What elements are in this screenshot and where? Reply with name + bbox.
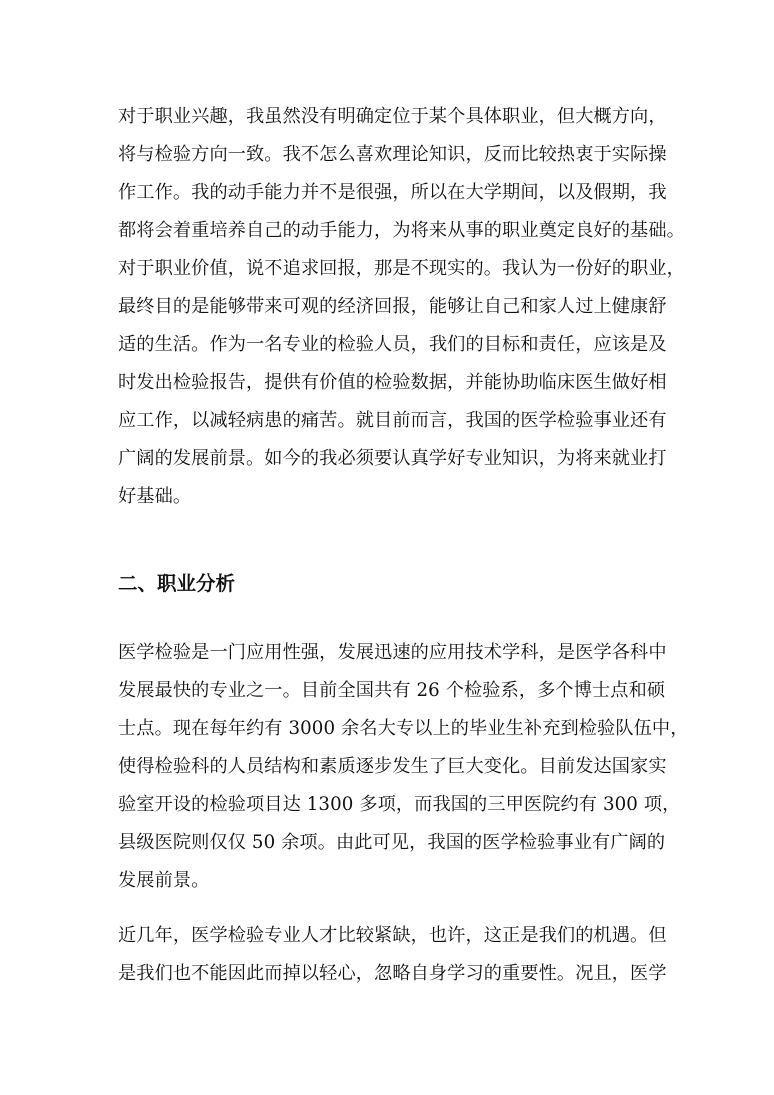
paragraph-line: 时发出检验报告，提供有价值的检验数据，并能协助临床医生做好相 [118,372,667,393]
paragraph-line: 使得检验科的人员结构和素质逐步发生了巨大变化。目前发达国家实 [118,756,667,777]
paragraph-line: 好基础。 [118,486,192,507]
paragraph-line: 近几年，医学检验专业人才比较紧缺，也许，这正是我们的机遇。但 [118,925,667,946]
paragraph-line: 县级医院则仅仅 50 余项。由此可见，我国的医学检验事业有广阔的 [118,832,666,853]
paragraph-line: 发展最快的专业之一。目前全国共有 26 个检验系，多个博士点和硕 [118,680,666,701]
paragraph-line: 广阔的发展前景。如今的我必须要认真学好专业知识，为将来就业打 [118,448,667,469]
paragraph-line: 将与检验方向一致。我不怎么喜欢理论知识，反而比较热衷于实际操 [118,144,667,165]
paragraph-line: 医学检验是一门应用性强，发展迅速的应用技术学科，是医学各科中 [118,642,667,663]
paragraph-line: 最终目的是能够带来可观的经济回报，能够让自己和家人过上健康舒 [118,296,667,317]
paragraph-line: 是我们也不能因此而掉以轻心，忽略自身学习的重要性。况且，医学 [118,963,667,984]
paragraph-line: 发展前景。 [118,870,210,891]
paragraph-line: 适的生活。作为一名专业的检验人员，我们的目标和责任，应该是及 [118,334,667,355]
section-heading: 二、职业分析 [118,572,236,595]
paragraph-line: 应工作，以减轻病患的痛苦。就目前而言，我国的医学检验事业还有 [118,410,667,431]
paragraph-line: 对于职业价值，说不追求回报，那是不现实的。我认为一份好的职业， [118,258,685,279]
paragraph-line: 对于职业兴趣，我虽然没有明确定位于某个具体职业，但大概方向， [118,106,667,127]
paragraph-line: 士点。现在每年约有 3000 余名大专以上的毕业生补充到检验队伍中， [118,718,689,739]
paragraph-line: 验室开设的检验项目达 1300 多项，而我国的三甲医院约有 300 项， [118,794,681,815]
paragraph-line: 都将会着重培养自己的动手能力，为将来从事的职业奠定良好的基础。 [118,220,685,241]
paragraph-line: 作工作。我的动手能力并不是很强，所以在大学期间，以及假期，我 [118,182,667,203]
